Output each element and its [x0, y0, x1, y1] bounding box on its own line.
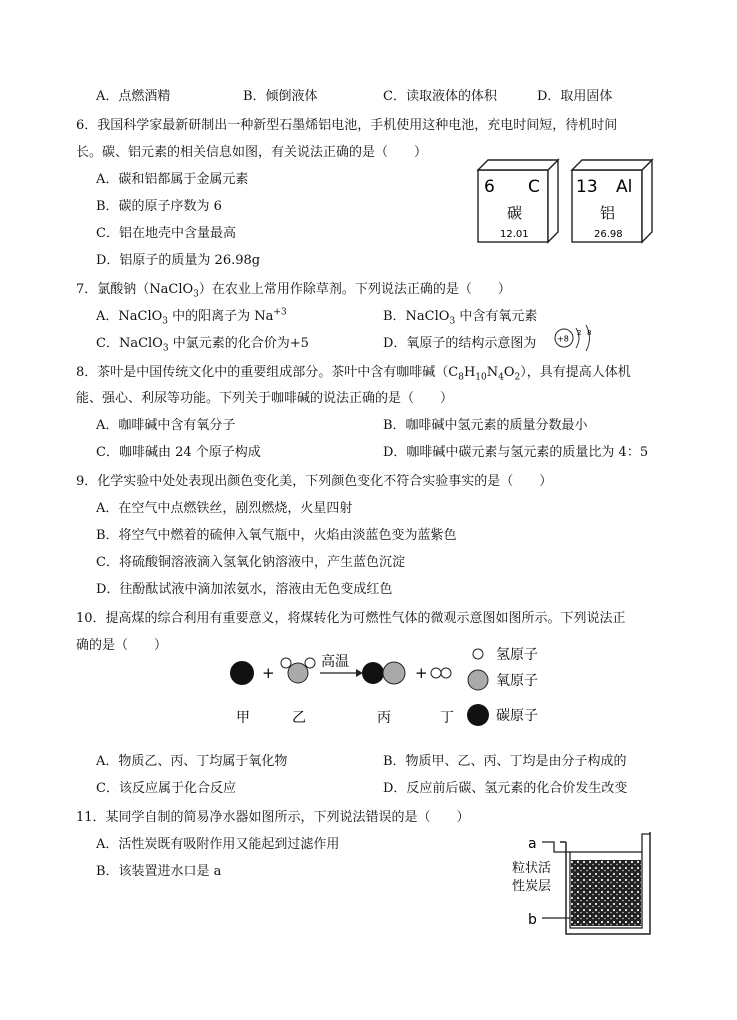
q8-option-b: B．咖啡碱中氢元素的质量分数最小	[383, 418, 588, 433]
aluminum-name: 铝	[600, 204, 616, 222]
atom-shell2-electrons: 8	[587, 329, 592, 337]
label-jia: 甲	[236, 710, 250, 726]
q7-stem: 7．氯酸钠（NaClO$_3$）在农业上常用作除草剂。下列说法正确的是（ ）	[76, 282, 511, 300]
q9-option-c: C．将硫酸铜溶液滴入氢氧化钠溶液中，产生蓝色沉淀	[96, 555, 405, 570]
q8-option-a: A．咖啡碱中含有氧分子	[96, 418, 236, 433]
reaction-condition: 高温	[321, 654, 349, 670]
q6-option-d: D．铝原子的质量为 26.98g	[96, 253, 261, 268]
q5-option-c: C．读取液体的体积	[383, 89, 497, 104]
legend-oxygen-icon	[468, 670, 488, 690]
q8-stem-line1: 8．茶叶是中国传统文化中的重要组成部分。茶叶中含有咖啡碱$(C_8H_{10}N_4O_2)$，具有提高人体机	[76, 365, 631, 383]
molecule-bing-oxygen	[383, 662, 405, 684]
carbon-name: 碳	[507, 204, 523, 222]
aluminum-card	[572, 160, 652, 242]
label-bing: 丙	[377, 710, 391, 726]
reaction-micro-diagram	[222, 642, 552, 732]
q10-option-a: A．物质乙、丙、丁均属于氧化物	[96, 754, 288, 769]
label-yi: 乙	[292, 710, 306, 726]
inlet-label-a: a	[528, 836, 537, 852]
molecule-jia-carbon	[230, 661, 254, 685]
carbon-card	[478, 160, 558, 242]
oxygen-atom-diagram	[552, 322, 602, 354]
legend-carbon: 碳原子	[496, 708, 538, 724]
q7-option-d: D．氧原子的结构示意图为	[383, 336, 537, 351]
plus-sign-2: +	[415, 664, 428, 682]
q6-stem-line2: 长。碳、铝元素的相关信息如图，有关说法正确的是（ ）	[76, 145, 428, 160]
molecule-bing-carbon	[362, 662, 384, 684]
q10-option-b: B．物质甲、乙、丙、丁均是由分子构成的	[383, 754, 627, 769]
q5-option-a: A．点燃酒精	[96, 89, 171, 104]
molecule-ding-h2	[441, 668, 451, 678]
q6-stem-line1: 6．我国科学家最新研制出一种新型石墨烯铝电池，手机使用这种电池，充电时间短，待机时间	[76, 118, 618, 133]
q5-option-d: D．取用固体	[537, 89, 613, 104]
carbon-layer	[571, 860, 641, 926]
q6-option-a: A．碳和铝都属于金属元素	[96, 172, 249, 187]
q7-option-c: C．NaClO$_3$ 中氯元素的化合价为+5	[96, 336, 309, 354]
q8-option-d: D．咖啡碱中碳元素与氢元素的质量比为 4：5	[383, 445, 649, 460]
q6-option-b: B．碳的原子序数为 6	[96, 199, 222, 214]
q7-option-b: B．NaClO$_3$ 中含有氧元素	[383, 309, 538, 327]
molecule-ding-h1	[431, 668, 441, 678]
molecule-yi-h1	[281, 658, 291, 668]
q9-option-b: B．将空气中燃着的硫伸入氧气瓶中，火焰由淡蓝色变为蓝紫色	[96, 528, 457, 543]
layer-label-line2: 性炭层	[512, 879, 552, 894]
aluminum-mass: 26.98	[594, 229, 623, 240]
aluminum-number: 13	[576, 177, 598, 197]
carbon-symbol: C	[528, 177, 540, 197]
q7-option-a: A．NaClO$_3$ 中的阳离子为 $Na^{+3}$	[96, 307, 287, 327]
atom-shell1-electrons: 2	[577, 329, 582, 337]
reaction-arrowhead	[356, 669, 363, 677]
q9-option-d: D．往酚酞试液中滴加浓氨水，溶液由无色变成红色	[96, 582, 393, 597]
carbon-mass: 12.01	[500, 229, 529, 240]
legend-oxygen: 氧原子	[496, 673, 538, 689]
legend-hydrogen-icon	[473, 649, 483, 659]
molecule-yi-oxygen	[288, 663, 308, 683]
water-purifier-figure	[510, 830, 660, 935]
q6-option-c: C．铝在地壳中含量最高	[96, 226, 236, 241]
atom-nucleus: +8	[557, 334, 569, 344]
q10-option-d: D．反应前后碳、氢元素的化合价发生改变	[383, 781, 628, 796]
q10-stem-line1: 10．提高煤的综合利用有重要意义，将煤转化为可燃性气体的微观示意图如图所示。下列说法正	[76, 611, 626, 626]
aluminum-symbol: Al	[616, 177, 633, 197]
q11-option-b: B．该装置进水口是 a	[96, 864, 222, 879]
q5-option-b: B．倾倒液体	[243, 89, 318, 104]
molecule-yi-h2	[305, 658, 315, 668]
q10-stem-line2: 确的是（ ）	[76, 638, 168, 653]
q9-stem: 9．化学实验中处处表现出颜色变化美，下列颜色变化不符合实验事实的是（ ）	[76, 474, 553, 489]
q8-option-c: C．咖啡碱由 24 个原子构成	[96, 445, 261, 460]
element-cards-figure	[476, 158, 654, 244]
plus-sign-1: +	[262, 664, 275, 682]
q11-stem: 11．某同学自制的简易净水器如图所示，下列说法错误的是（ ）	[76, 810, 470, 825]
carbon-number: 6	[484, 177, 495, 197]
legend-hydrogen: 氢原子	[496, 647, 538, 663]
legend-carbon-icon	[467, 704, 489, 726]
q8-stem-line2: 能、强心、利尿等功能。下列关于咖啡碱的说法正确的是（ ）	[76, 391, 454, 406]
q11-option-a: A．活性炭既有吸附作用又能起到过滤作用	[96, 837, 340, 852]
q9-option-a: A．在空气中点燃铁丝，剧烈燃烧，火星四射	[96, 501, 353, 516]
layer-label-line1: 粒状活	[512, 861, 552, 876]
outlet-label-b: b	[528, 912, 537, 928]
q10-option-c: C．该反应属于化合反应	[96, 781, 236, 796]
label-ding: 丁	[440, 710, 454, 726]
